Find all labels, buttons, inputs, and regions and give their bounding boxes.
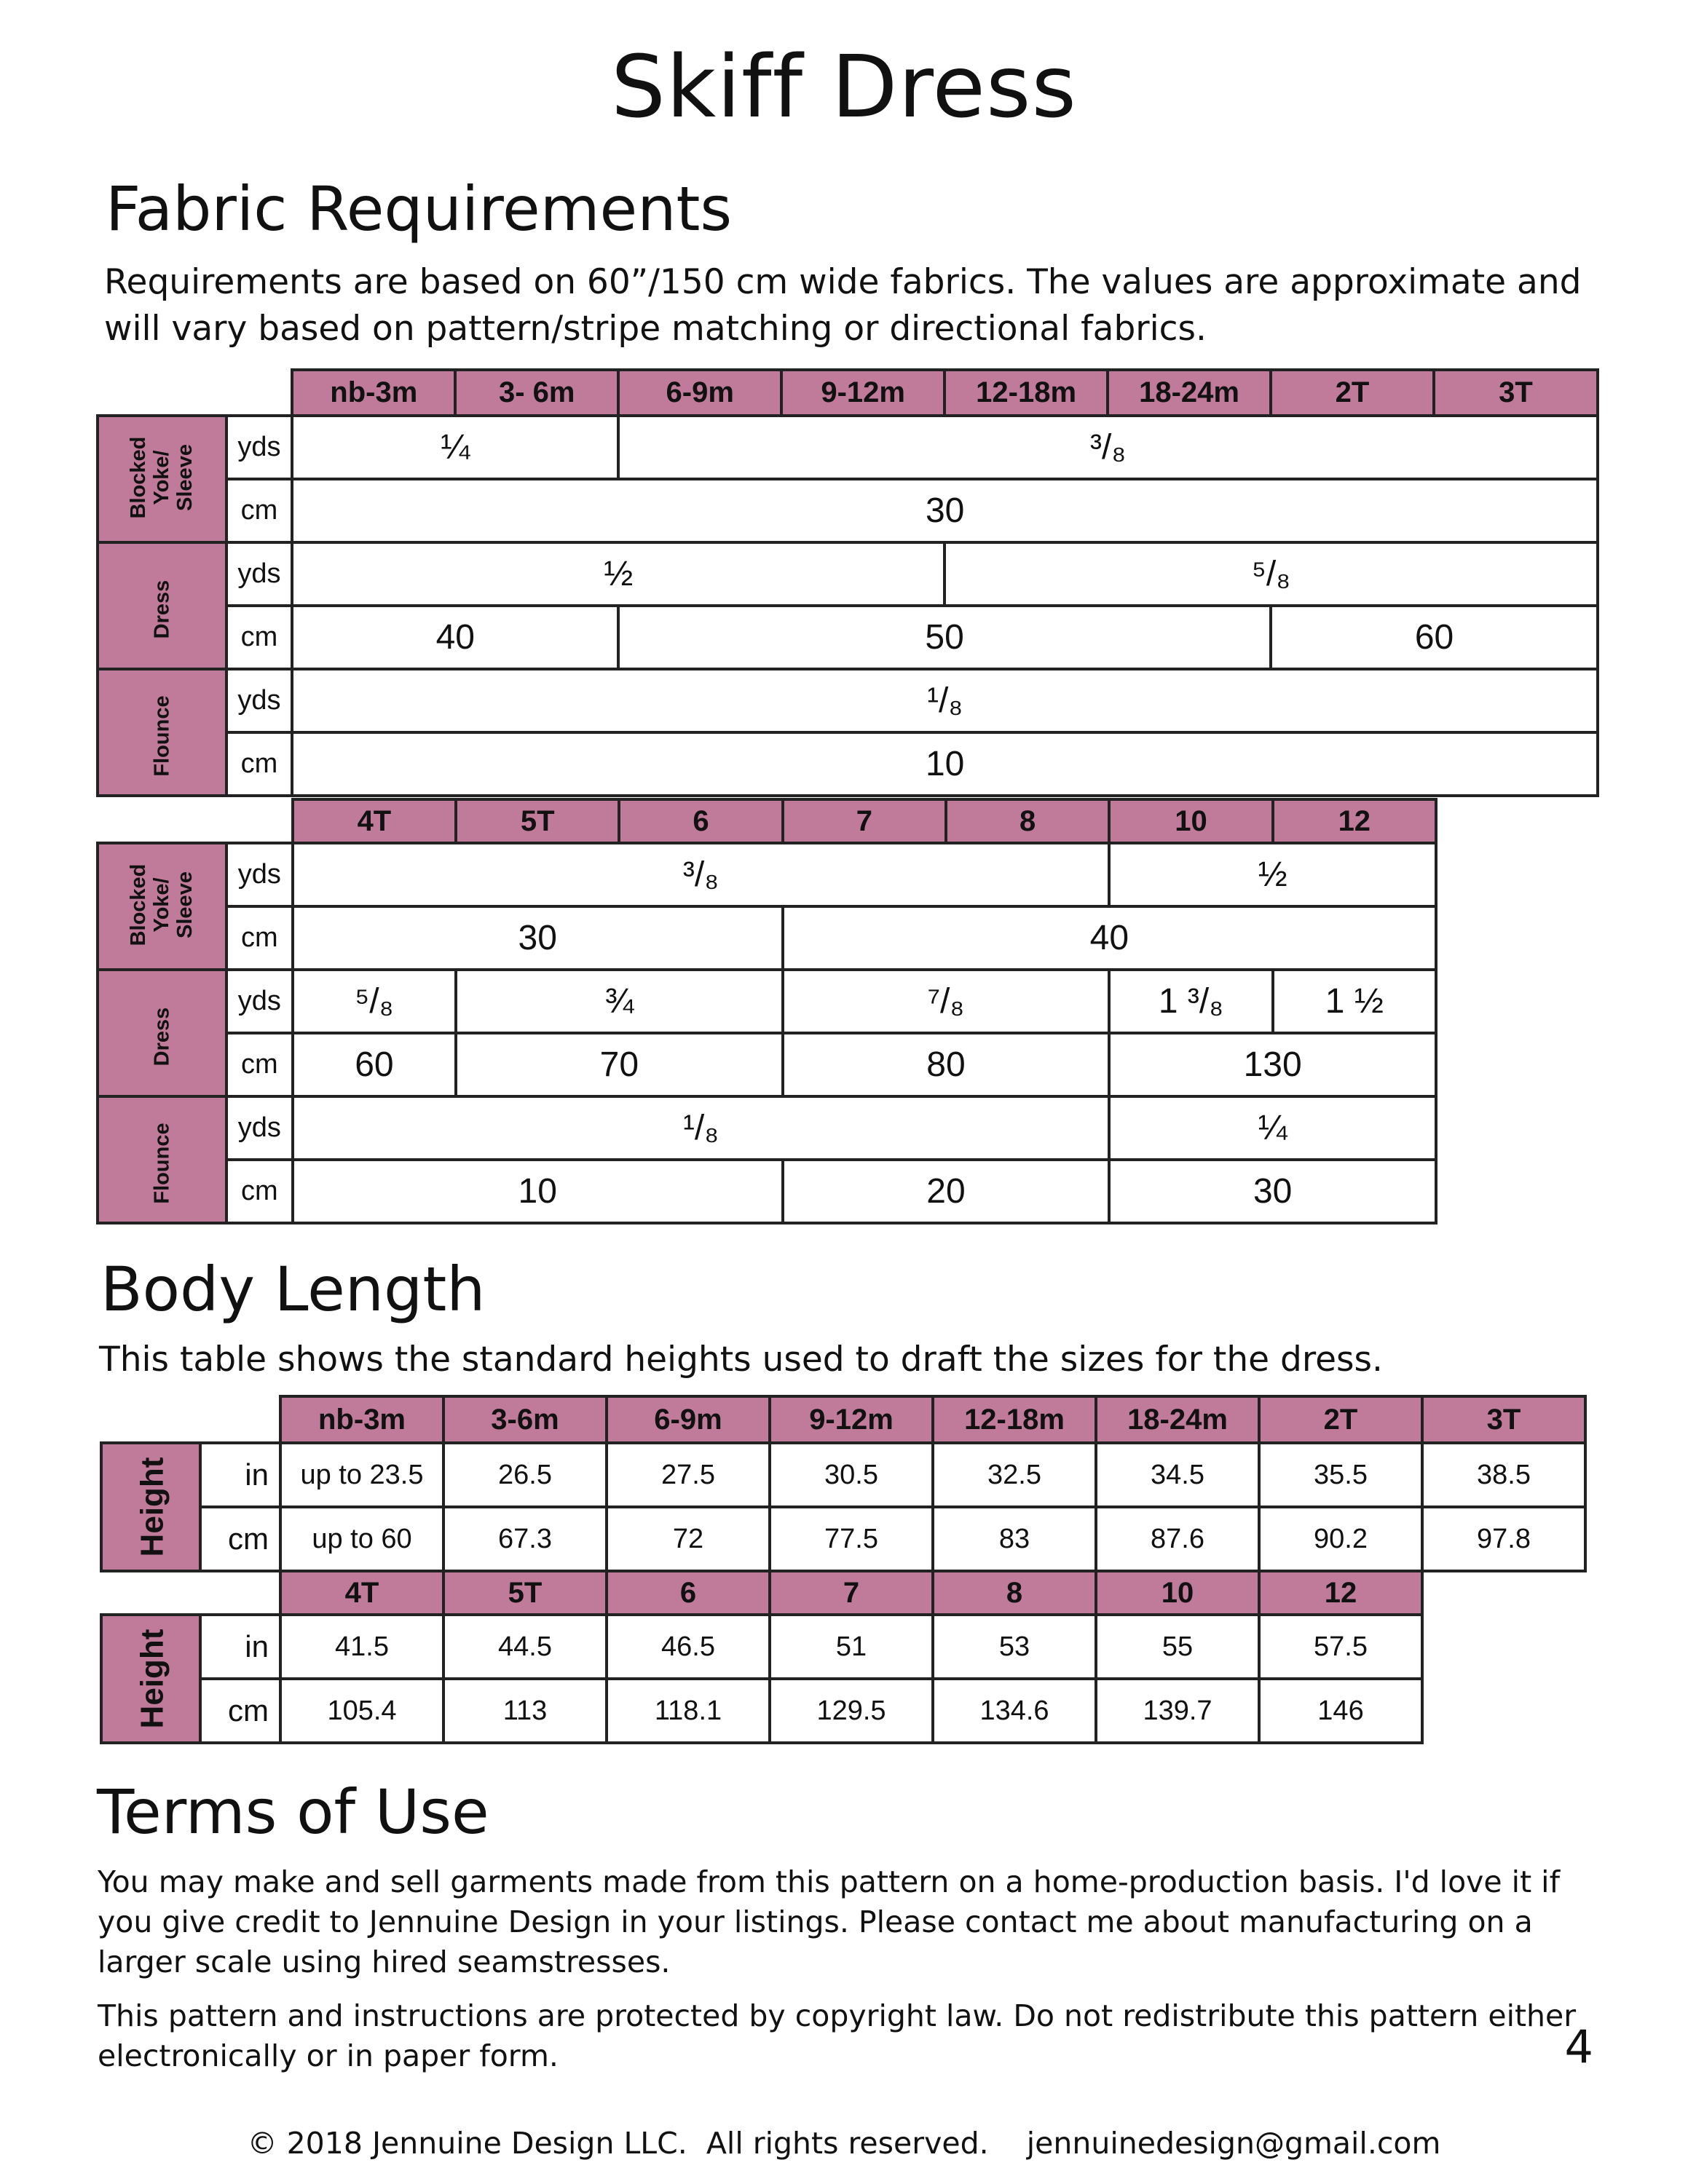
size-header: 12-18m bbox=[933, 1396, 1096, 1443]
value-cell: 77.5 bbox=[770, 1507, 933, 1571]
row-group-height bbox=[101, 1443, 200, 1571]
value-cell: 80 bbox=[783, 1033, 1110, 1096]
value-cell: 30 bbox=[1109, 1160, 1436, 1223]
value-cell: 46.5 bbox=[607, 1615, 770, 1679]
value-cell: 139.7 bbox=[1096, 1679, 1259, 1743]
value-cell: 1 ³/₈ bbox=[1109, 970, 1272, 1033]
unit-label: cm bbox=[200, 1507, 280, 1571]
size-header: 2T bbox=[1271, 370, 1434, 416]
row-group-dress bbox=[98, 970, 226, 1096]
value-cell: 10 bbox=[292, 732, 1598, 796]
value-cell: 118.1 bbox=[607, 1679, 770, 1743]
size-header: 6 bbox=[619, 799, 782, 843]
size-header: 8 bbox=[946, 799, 1109, 843]
size-header: nb-3m bbox=[292, 370, 455, 416]
unit-label: yds bbox=[226, 669, 293, 732]
value-cell: ¾ bbox=[456, 970, 783, 1033]
value-cell: 20 bbox=[783, 1160, 1110, 1223]
value-cell: 130 bbox=[1109, 1033, 1436, 1096]
value-cell: 129.5 bbox=[770, 1679, 933, 1743]
value-cell: 44.5 bbox=[443, 1615, 607, 1679]
size-header: 12-18m bbox=[944, 370, 1108, 416]
unit-label: cm bbox=[226, 906, 293, 970]
unit-label: in bbox=[200, 1615, 280, 1679]
row-group-blocked bbox=[98, 843, 226, 970]
value-cell: 134.6 bbox=[933, 1679, 1096, 1743]
value-cell: 70 bbox=[456, 1033, 783, 1096]
body-length-intro: This table shows the standard heights used to draft the sizes for the dress. bbox=[99, 1340, 1383, 1380]
row-group-blocked bbox=[98, 416, 226, 542]
value-cell: 10 bbox=[293, 1160, 783, 1223]
value-cell: 32.5 bbox=[933, 1443, 1096, 1507]
value-cell: up to 60 bbox=[280, 1507, 443, 1571]
row-group-label: Flounce bbox=[150, 695, 174, 777]
value-cell: ³/₈ bbox=[293, 843, 1110, 906]
unit-label: cm bbox=[200, 1679, 280, 1743]
value-cell: 57.5 bbox=[1259, 1615, 1422, 1679]
terms-heading: Terms of Use bbox=[97, 1776, 489, 1848]
value-cell: 72 bbox=[607, 1507, 770, 1571]
size-header: 6-9m bbox=[607, 1396, 770, 1443]
row-group-label: Dress bbox=[150, 1007, 174, 1067]
value-cell: 50 bbox=[618, 606, 1271, 669]
size-header: 6 bbox=[607, 1571, 770, 1615]
value-cell: 34.5 bbox=[1096, 1443, 1259, 1507]
size-header: 10 bbox=[1096, 1571, 1259, 1615]
unit-label: cm bbox=[226, 732, 293, 796]
row-group-dress bbox=[98, 542, 226, 669]
fabric-table-1 bbox=[96, 368, 1599, 797]
value-cell: 60 bbox=[1271, 606, 1598, 669]
unit-label: yds bbox=[226, 416, 293, 479]
size-header: 5T bbox=[443, 1571, 607, 1615]
unit-label: yds bbox=[226, 542, 293, 606]
row-group-flounce bbox=[98, 669, 226, 796]
size-header: 9-12m bbox=[781, 370, 944, 416]
size-header: 12 bbox=[1259, 1571, 1422, 1615]
value-cell: ¼ bbox=[1109, 1096, 1436, 1160]
value-cell: 97.8 bbox=[1422, 1507, 1585, 1571]
row-group-label: Dress bbox=[150, 579, 174, 639]
value-cell: up to 23.5 bbox=[280, 1443, 443, 1507]
size-header: 6-9m bbox=[618, 370, 781, 416]
value-cell: 38.5 bbox=[1422, 1443, 1585, 1507]
unit-label: cm bbox=[226, 606, 293, 669]
size-header: 9-12m bbox=[770, 1396, 933, 1443]
value-cell: 30 bbox=[293, 906, 783, 970]
page-title: Skiff Dress bbox=[611, 36, 1077, 137]
size-header: 3-6m bbox=[443, 1396, 607, 1443]
row-group-label: Height bbox=[134, 1629, 170, 1729]
value-cell: 60 bbox=[293, 1033, 456, 1096]
unit-label: yds bbox=[226, 1096, 293, 1160]
value-cell: 35.5 bbox=[1259, 1443, 1422, 1507]
size-header: 3T bbox=[1422, 1396, 1585, 1443]
value-cell: ¼ bbox=[292, 416, 618, 479]
size-header: 18-24m bbox=[1096, 1396, 1259, 1443]
size-header: 7 bbox=[770, 1571, 933, 1615]
terms-paragraph-2: This pattern and instructions are protected by copyright law. Do not redistribute this pattern either electronically or in paper form. bbox=[98, 1998, 1577, 2073]
value-cell: 146 bbox=[1259, 1679, 1422, 1743]
value-cell: 113 bbox=[443, 1679, 607, 1743]
value-cell: 51 bbox=[770, 1615, 933, 1679]
page-number: 4 bbox=[1564, 2020, 1593, 2073]
footer-copyright: © 2018 Jennuine Design LLC. All rights reserved. jennuinedesign@gmail.com bbox=[247, 2126, 1441, 2161]
fabric-intro: Requirements are based on 60”/150 cm wide fabrics. The values are approximate and will vary based on pattern/stripe matching or directional fabrics. bbox=[104, 262, 1582, 349]
unit-label: yds bbox=[226, 970, 293, 1033]
size-header: nb-3m bbox=[280, 1396, 443, 1443]
value-cell: 53 bbox=[933, 1615, 1096, 1679]
value-cell: 40 bbox=[783, 906, 1436, 970]
row-group-label: Height bbox=[134, 1457, 170, 1557]
row-group-label: Blocked Yoke/ Sleeve bbox=[127, 863, 197, 946]
value-cell: 105.4 bbox=[280, 1679, 443, 1743]
value-cell: ⁵/₈ bbox=[293, 970, 456, 1033]
size-header: 18-24m bbox=[1108, 370, 1271, 416]
value-cell: 83 bbox=[933, 1507, 1096, 1571]
unit-label: yds bbox=[226, 843, 293, 906]
row-group-height bbox=[101, 1615, 200, 1743]
value-cell: ⁷/₈ bbox=[783, 970, 1110, 1033]
value-cell: 87.6 bbox=[1096, 1507, 1259, 1571]
body-length-heading: Body Length bbox=[100, 1254, 486, 1325]
value-cell: ¹/₈ bbox=[293, 1096, 1110, 1160]
size-header: 3T bbox=[1434, 370, 1598, 416]
value-cell: 26.5 bbox=[443, 1443, 607, 1507]
value-cell: 41.5 bbox=[280, 1615, 443, 1679]
value-cell: 55 bbox=[1096, 1615, 1259, 1679]
value-cell: ¹/₈ bbox=[292, 669, 1598, 732]
size-header: 4T bbox=[293, 799, 456, 843]
unit-label: in bbox=[200, 1443, 280, 1507]
size-header: 10 bbox=[1109, 799, 1272, 843]
size-header: 3- 6m bbox=[455, 370, 618, 416]
size-header: 5T bbox=[456, 799, 619, 843]
unit-label: cm bbox=[226, 1033, 293, 1096]
value-cell: 30 bbox=[292, 479, 1598, 542]
size-header: 8 bbox=[933, 1571, 1096, 1615]
value-cell: ½ bbox=[292, 542, 944, 606]
size-header: 7 bbox=[783, 799, 946, 843]
value-cell: 27.5 bbox=[607, 1443, 770, 1507]
value-cell: 90.2 bbox=[1259, 1507, 1422, 1571]
row-group-label: Blocked Yoke/ Sleeve bbox=[127, 436, 197, 519]
value-cell: ⁵/₈ bbox=[944, 542, 1598, 606]
value-cell: ³/₈ bbox=[618, 416, 1598, 479]
unit-label: cm bbox=[226, 479, 293, 542]
value-cell: 1 ½ bbox=[1273, 970, 1436, 1033]
fabric-heading: Fabric Requirements bbox=[106, 173, 733, 245]
unit-label: cm bbox=[226, 1160, 293, 1223]
value-cell: 67.3 bbox=[443, 1507, 607, 1571]
size-header: 4T bbox=[280, 1571, 443, 1615]
value-cell: 30.5 bbox=[770, 1443, 933, 1507]
fabric-table-2 bbox=[96, 798, 1437, 1224]
row-group-flounce bbox=[98, 1096, 226, 1223]
terms-paragraph-1: You may make and sell garments made from this pattern on a home-production basis. I'd love it if you give credit to Jennuine Design in your listings. Please contact me about manufacturing on a larger scale using hired seamstresses. bbox=[98, 1864, 1560, 1979]
value-cell: 40 bbox=[292, 606, 618, 669]
row-group-label: Flounce bbox=[150, 1123, 174, 1204]
value-cell: ½ bbox=[1109, 843, 1436, 906]
size-header: 12 bbox=[1273, 799, 1436, 843]
size-header: 2T bbox=[1259, 1396, 1422, 1443]
body-length-table-1 bbox=[100, 1395, 1587, 1572]
body-length-table-2 bbox=[100, 1570, 1424, 1744]
